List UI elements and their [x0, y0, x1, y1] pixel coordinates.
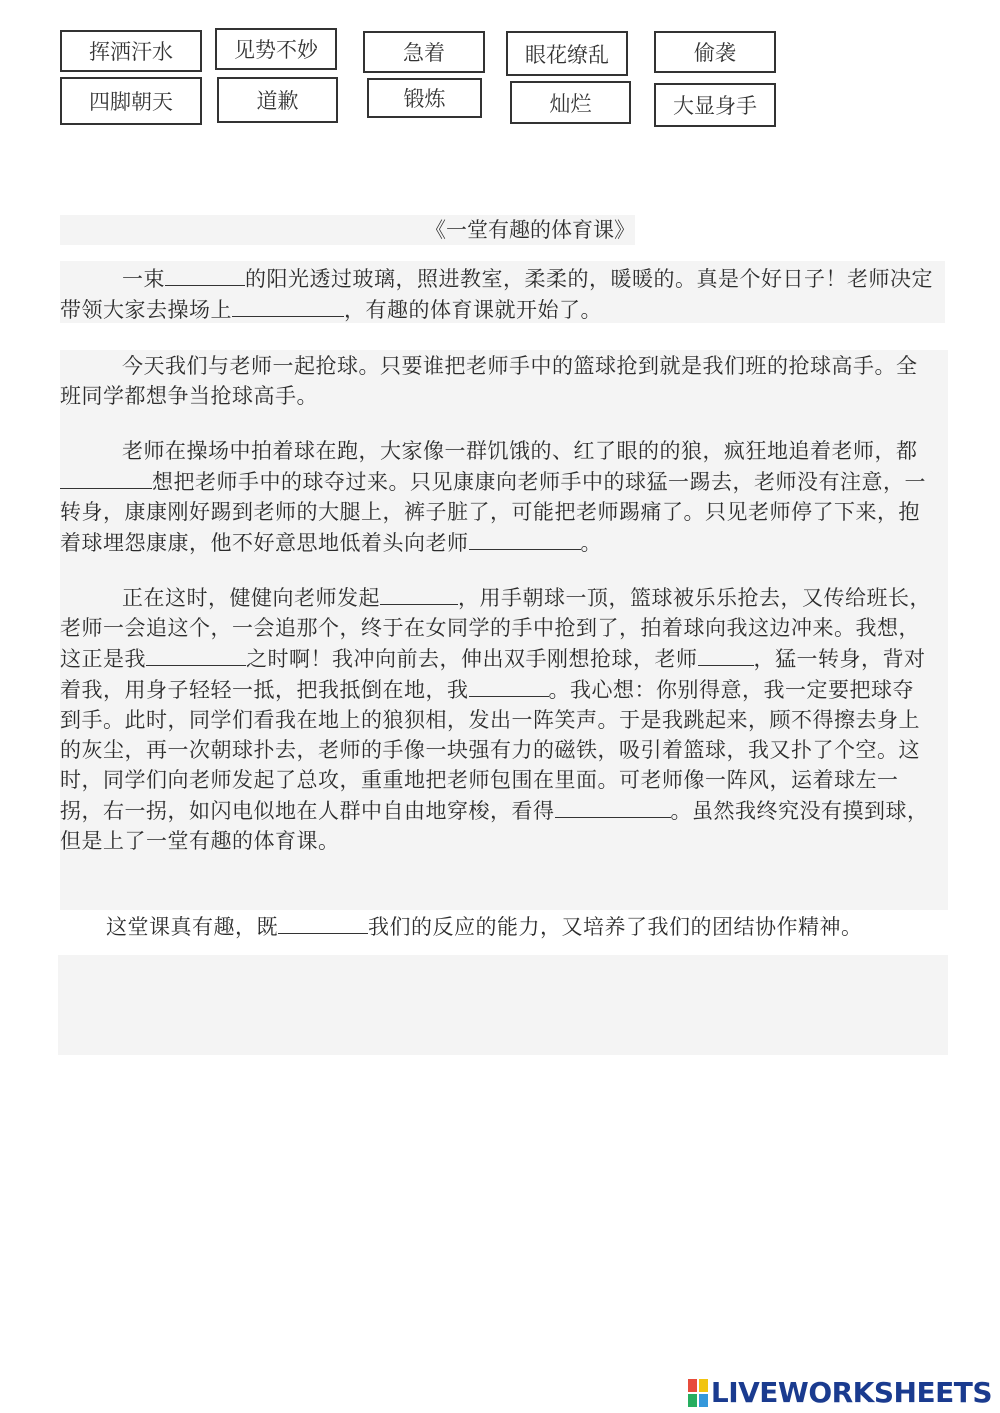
p5-text-a: 这堂课真有趣，既 [106, 915, 278, 939]
word-box-8[interactable]: 锻炼 [367, 78, 482, 118]
word-box-9[interactable]: 灿烂 [510, 81, 631, 124]
p2-text: 今天我们与老师一起抢球。只要谁把老师手中的篮球抢到就是我们班的抢球高手。全班同学都想争当抢球高手。 [60, 354, 918, 408]
liveworksheets-logo [688, 1376, 992, 1409]
p4-text-a: 正在这时，健健向老师发起 [122, 586, 380, 610]
p4-text-c: 之时啊！我冲向前去，伸出双手刚想抢球，老师 [246, 647, 698, 671]
blank-6[interactable] [146, 643, 246, 666]
word-box-2[interactable]: 见势不妙 [215, 28, 337, 70]
blank-9[interactable] [555, 795, 671, 818]
blank-8[interactable] [469, 674, 549, 697]
blank-4[interactable] [469, 527, 581, 550]
p4-text-f: 。虽然我终究没有摸到球，但是上了一堂有趣的体育课。 [60, 799, 929, 853]
word-box-10[interactable]: 大显身手 [654, 83, 776, 127]
p3-text-a: 老师在操场中拍着球在跑，大家像一群饥饿的、红了眼的的狼，疯狂地追着老师，都 [122, 439, 918, 463]
p1-text-b: 的阳光透过玻璃，照进教室，柔柔的，暖暖的。真是个好日子！老师决定带领大家去操场上 [60, 267, 933, 322]
blank-1[interactable] [165, 263, 245, 286]
blank-2[interactable] [232, 294, 344, 317]
paragraph-1 [60, 263, 945, 325]
p3-text-b: 想把老师手中的球夺过来。只见康康向老师手中的球猛一踢去，老师没有注意，一转身，康康刚好踢到老师的大腿上，裤子脏了，可能把老师踢痛了。只见老师停了下来，抱着球埋怨康康，他不好意思地低着头向老师 [60, 470, 926, 555]
p1-text-c: ，有趣的体育课就开始了。 [344, 298, 602, 322]
p1-text-a: 一束 [122, 267, 165, 291]
blank-7[interactable] [698, 643, 754, 666]
blank-5[interactable] [380, 582, 458, 605]
word-box-1[interactable]: 挥洒汗水 [60, 30, 202, 72]
paragraph-2 [60, 351, 920, 411]
p4-text-b: ，用手朝球一顶，篮球被乐乐抢去，又传给班长，老师一会追这个，一会追那个，终于在女同学的手中抢到了，拍着球向我这边冲来。我想，这正是我 [60, 586, 931, 671]
p4-text-d: ，猛一转身，背对着我，用身子轻轻一抵，把我抵倒在地，我 [60, 647, 926, 702]
liveworksheets-logo-mark [688, 1379, 708, 1407]
word-box-3[interactable]: 急着 [363, 31, 485, 73]
liveworksheets-logo-text: LIVEWORKSHEETS [710, 1376, 992, 1409]
word-box-7[interactable]: 道歉 [217, 77, 338, 123]
answer-area-band [58, 955, 948, 1055]
p4-text-e: 。我心想：你别得意，我一定要把球夺到手。此时，同学们看我在地上的狼狈相，发出一阵笑声。于是我跳起来，顾不得擦去身上的灰尘，再一次朝球扑去，老师的手像一块强有力的磁铁，吸引着篮球，我又扑了个空。这时，同学们向老师发起了总攻，重重地把老师包围在里面。可老师像一阵风，运着球左一拐，右一拐，如闪电似地在人群中自由地穿梭，看得 [60, 678, 920, 823]
p3-text-c: 。 [580, 531, 602, 555]
word-box-5[interactable]: 偷袭 [654, 31, 776, 73]
word-box-4[interactable]: 眼花缭乱 [506, 31, 628, 76]
blank-3[interactable] [60, 466, 152, 489]
paragraph-3 [60, 436, 935, 558]
paragraph-4 [60, 582, 935, 856]
blank-10[interactable] [278, 911, 368, 934]
word-box-6[interactable]: 四脚朝天 [60, 77, 202, 125]
story-title: 《一堂有趣的体育课》 [425, 218, 635, 242]
p5-text-b: 我们的反应的能力，又培养了我们的团结协作精神。 [368, 915, 863, 939]
paragraph-5 [60, 911, 945, 942]
